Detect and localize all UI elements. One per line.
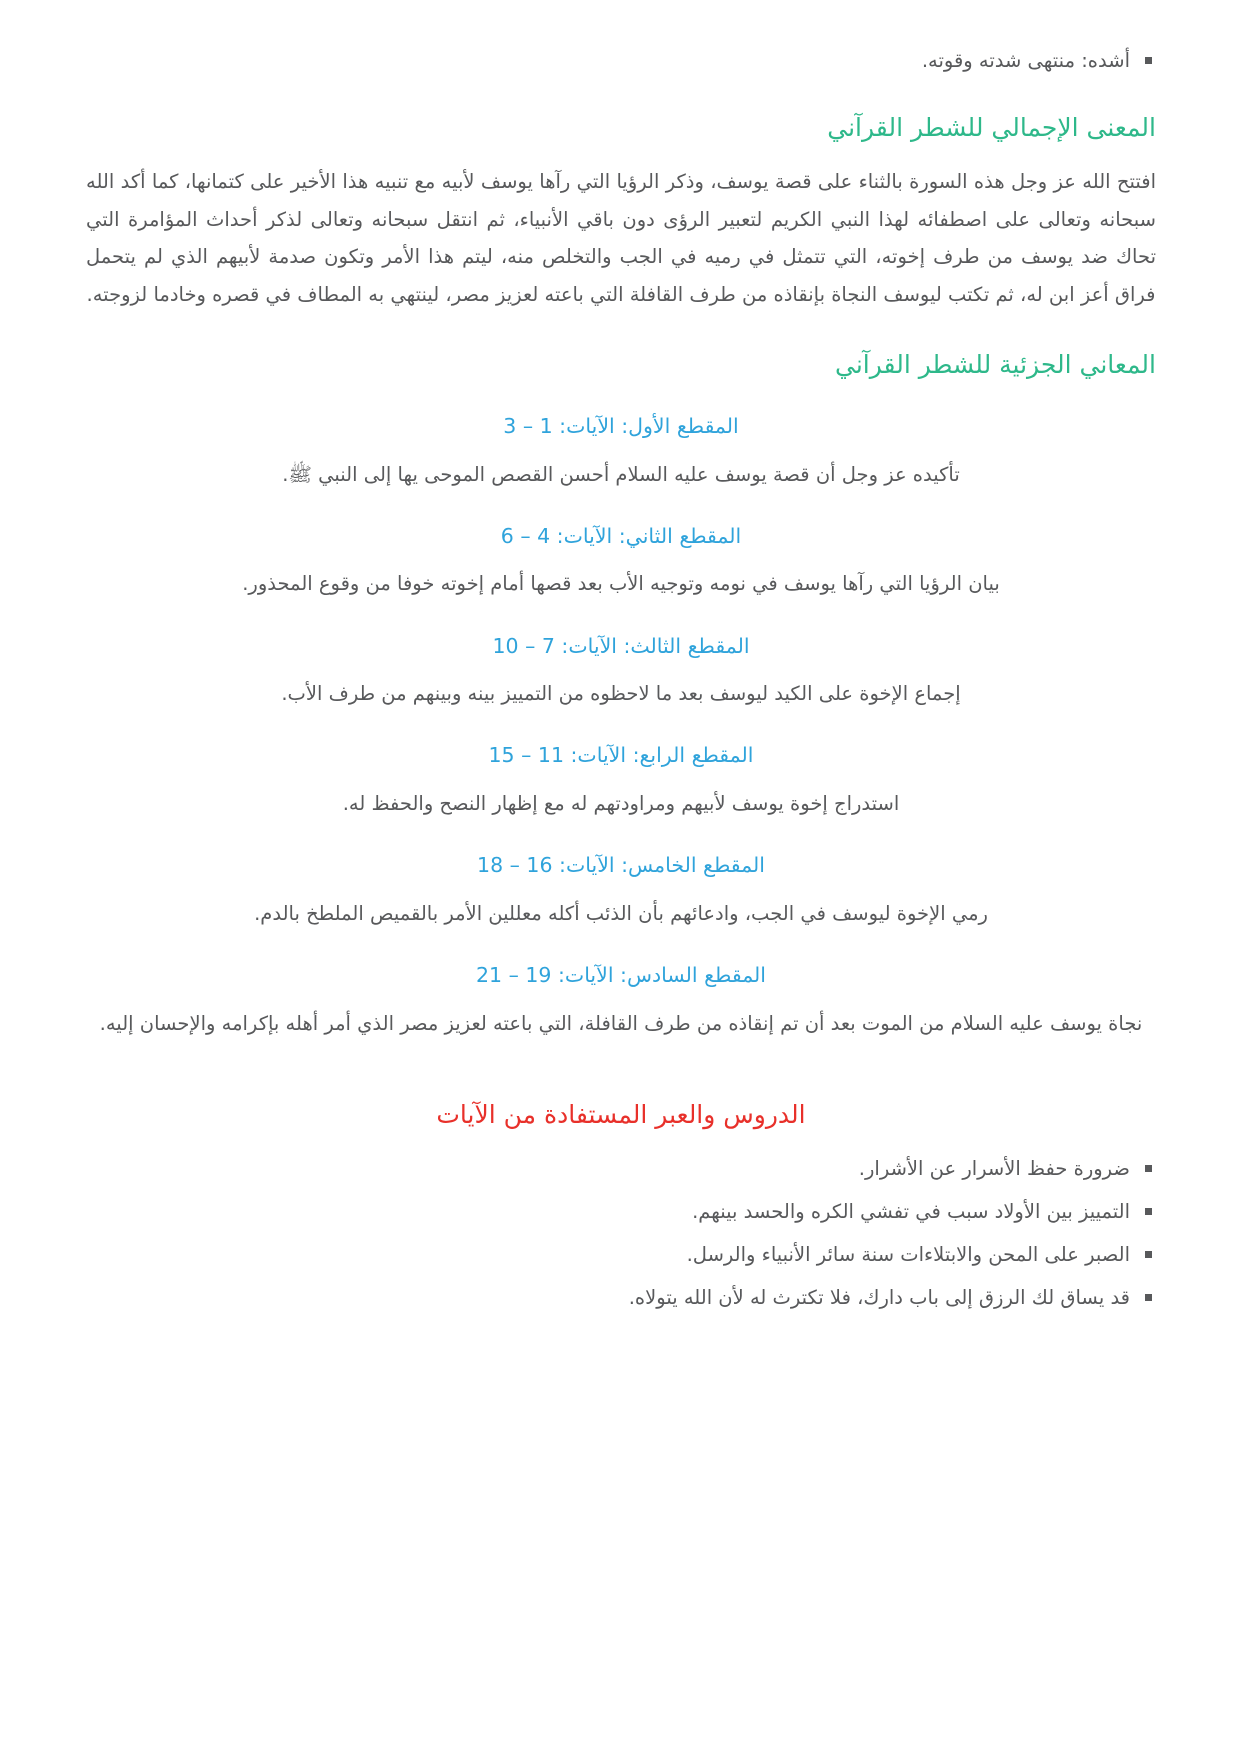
overall-meaning-paragraph: افتتح الله عز وجل هذه السورة بالثناء على قصة يوسف، وذكر الرؤيا التي رآها يوسف لأبيه مع تنبيه هذا الأخير على كتمانها، كما أكد الله سبحانه وتعالى على اصطفائه لهذا النبي الكريم لتعبير الرؤى دون باقي الأنبياء، ثم انتقل سبحانه وتعالى لذكر أحداث المؤامرة التي تحاك ضد يوسف من طرف إخوته، التي تتمثل في رميه في الجب والتخلص منه، ليتم هذا الأمر وتكون صدمة لأبيهم الذي لم يتحمل فراق أعز ابن له، ثم تكتب ليوسف النجاة بإنقاذه من طرف القافلة التي باعته لعزيز مصر، لينتهي به المطاف في قصره وخادما لزوجته.	[86, 170, 1156, 306]
top-bullet-list	[86, 46, 1156, 76]
segment-title-1: المقطع الأول: الآيات: 1 – 3	[503, 413, 739, 438]
segment-title-6: المقطع السادس: الآيات: 19 – 21	[475, 962, 766, 987]
segment-text-6: نجاة يوسف عليه السلام من الموت بعد أن تم إنقاذه من طرف القافلة، التي باعته لعزيز مصر الذي أمر أهله بإكرامه والإحسان إليه.	[99, 1011, 1143, 1035]
list-item: أشده: منتهى شدته وقوته.	[86, 46, 1156, 76]
lessons-list	[86, 1154, 1156, 1314]
section-heading-lessons: الدروس والعبر المستفادة من الآيات	[436, 1099, 806, 1129]
segment-title-5: المقطع الخامس: الآيات: 16 – 18	[477, 853, 765, 878]
list-item: ضرورة حفظ الأسرار عن الأشرار.	[86, 1154, 1156, 1184]
segment-title-2: المقطع الثاني: الآيات: 4 – 6	[500, 523, 742, 548]
segment-title-4: المقطع الرابع: الآيات: 11 – 15	[488, 743, 754, 768]
segment-text-2: بيان الرؤيا التي رآها يوسف في نومه وتوجيه الأب بعد قصها أمام إخوته خوفا من وقوع المحذور.	[242, 572, 1000, 596]
section-heading-partial-meanings: المعاني الجزئية للشطر القرآني	[835, 349, 1156, 379]
segment-text-4: استدراج إخوة يوسف لأبيهم ومراودتهم له مع إظهار النصح والحفظ له.	[342, 792, 900, 815]
segment-title-3: المقطع الثالث: الآيات: 7 – 10	[492, 633, 750, 658]
segment-text-1: تأكيده عز وجل أن قصة يوسف عليه السلام أحسن القصص الموحى يها إلى النبي ﷺ.	[282, 462, 960, 486]
section-heading-overall-meaning: المعنى الإجمالي للشطر القرآني	[827, 113, 1156, 143]
segment-text-3: إجماع الإخوة على الكيد ليوسف بعد ما لاحظوه من التمييز بينه وبينهم من طرف الأب.	[281, 682, 961, 706]
segment-text-5: رمي الإخوة ليوسف في الجب، وادعائهم بأن الذئب أكله معللين الأمر بالقميص الملطخ بالدم.	[254, 901, 988, 925]
list-item: الصبر على المحن والابتلاءات سنة سائر الأنبياء والرسل.	[86, 1240, 1156, 1270]
list-item: قد يساق لك الرزق إلى باب دارك، فلا تكترث له لأن الله يتولاه.	[86, 1283, 1156, 1313]
list-item: التمييز بين الأولاد سبب في تفشي الكره والحسد بينهم.	[86, 1197, 1156, 1227]
